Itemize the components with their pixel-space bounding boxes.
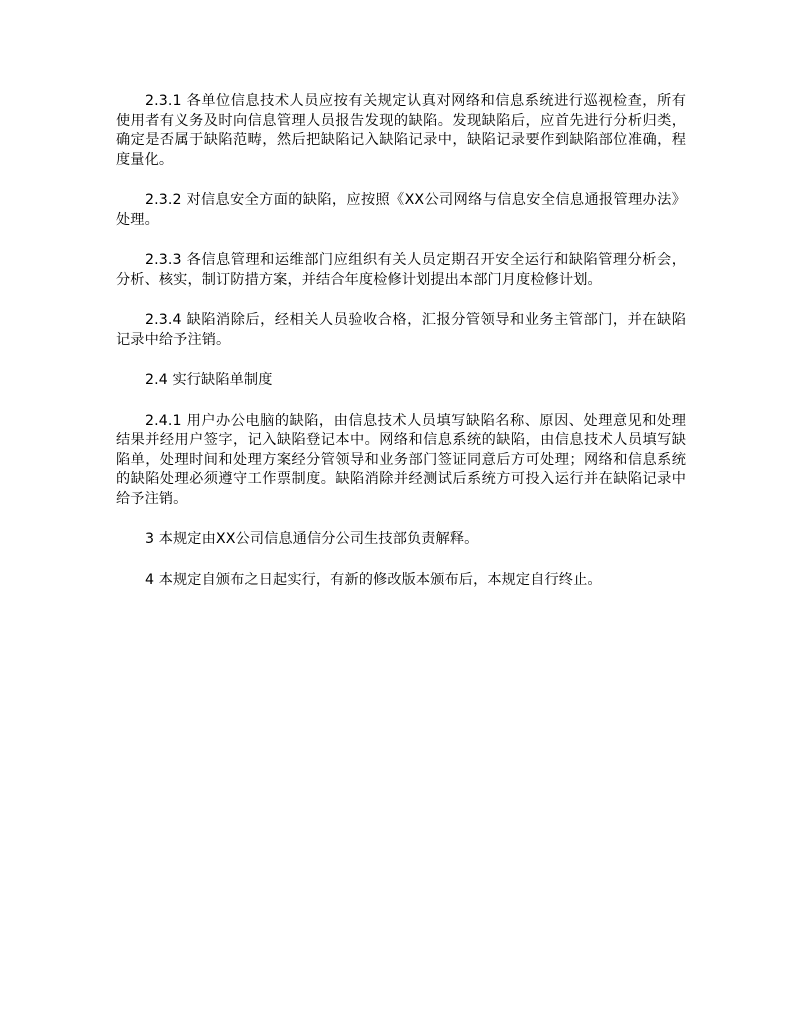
paragraph-2-4-1: 2.4.1 用户办公电脑的缺陷，由信息技术人员填写缺陷名称、原因、处理意见和处理结果并经用户签字，记入缺陷登记本中。网络和信息系统的缺陷，由信息技术人员填写缺陷单，处理时间和处理方案经分管领导和业务部门签证同意后方可处理；网络和信息系统的缺陷处理必须遵守工作票制度。缺陷消除并经测试后系统方可投入运行并在缺陷记录中给予注销。 (116, 412, 686, 507)
paragraph-2-3-1: 2.3.1 各单位信息技术人员应按有关规定认真对网络和信息系统进行巡视检查，所有使用者有义务及时向信息管理人员报告发现的缺陷。发现缺陷后，应首先进行分析归类，确定是否属于缺陷范畴，然后把缺陷记入缺陷记录中，缺陷记录要作到缺陷部位准确，程度量化。 (116, 93, 686, 168)
paragraph-3: 3 本规定由XX公司信息通信分公司生技部负责解释。 (145, 531, 479, 547)
section-heading-2-4: 2.4 实行缺陷单制度 (145, 372, 273, 388)
paragraph-2-3-2: 2.3.2 对信息安全方面的缺陷，应按照《XX公司网络与信息安全信息通报管理办法》处理。 (116, 192, 686, 228)
paragraph-2-3-3: 2.3.3 各信息管理和运维部门应组织有关人员定期召开安全运行和缺陷管理分析会，分析、核实，制订防措方案，并结合年度检修计划提出本部门月度检修计划。 (116, 252, 686, 288)
document-body (116, 92, 686, 611)
paragraph-2-3-4: 2.3.4 缺陷消除后，经相关人员验收合格，汇报分管领导和业务主管部门，并在缺陷记录中给予注销。 (116, 312, 686, 348)
paragraph-4: 4 本规定自颁布之日起实行，有新的修改版本颁布后，本规定自行终止。 (145, 571, 602, 588)
